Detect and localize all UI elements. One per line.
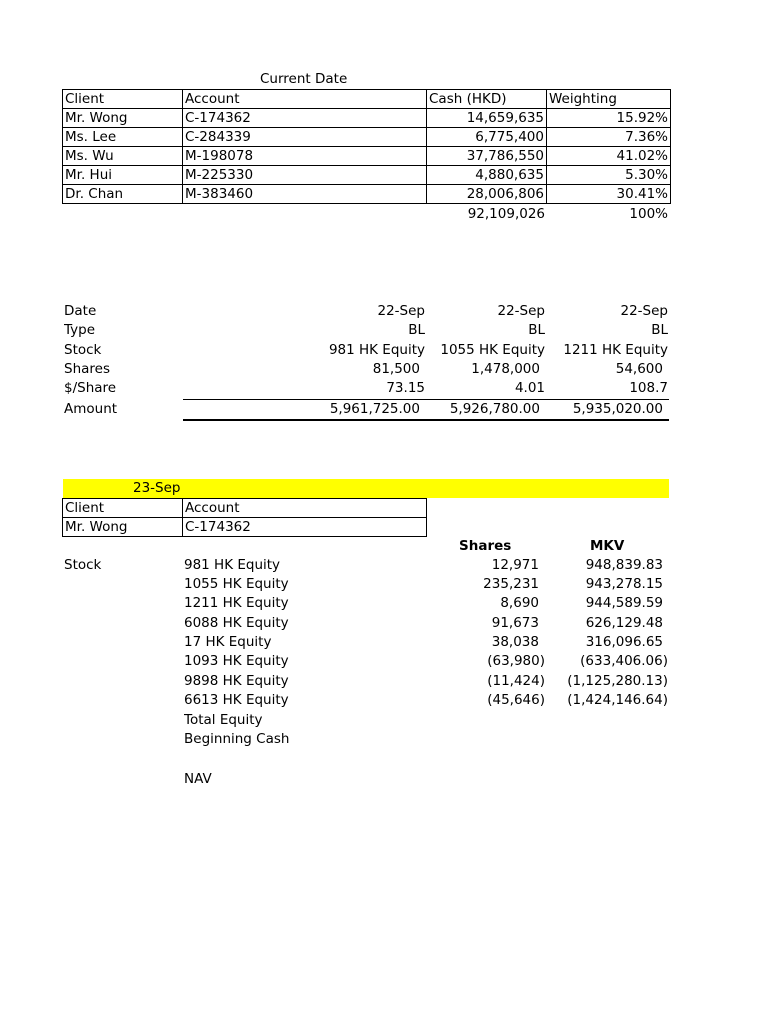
- trade-type-row: [0, 321, 768, 340]
- holding-stock: 6613 HK Equity: [184, 692, 289, 708]
- trade-date: 22-Sep: [620, 303, 668, 319]
- holding-row: [0, 556, 768, 575]
- stock-label: Stock: [64, 342, 102, 358]
- holding-mkv: 626,129.48: [585, 615, 663, 631]
- holding-mkv: (1,125,280.13): [567, 673, 668, 689]
- trade-price: 4.01: [514, 380, 545, 396]
- cash-cell: 14,659,635: [427, 109, 547, 128]
- trade-amount-row: [0, 400, 768, 419]
- table-row: [63, 166, 671, 185]
- holdings-header-row: [0, 537, 768, 556]
- weighting-cell: 7.36%: [547, 128, 671, 147]
- trade-date: 22-Sep: [377, 303, 425, 319]
- header-cash: Cash (HKD): [427, 90, 547, 109]
- holding-mkv: 944,589.59: [585, 595, 663, 611]
- holding-stock: 6088 HK Equity: [184, 615, 289, 631]
- holding-stock: 1055 HK Equity: [184, 576, 289, 592]
- shares-column-header: Shares: [459, 538, 512, 554]
- holding-row: [0, 575, 768, 594]
- table-row: [63, 147, 671, 166]
- header-client: Client: [63, 499, 183, 518]
- client-cell: Ms. Wu: [63, 147, 183, 166]
- total-weighting: 100%: [629, 206, 668, 222]
- header-account: Account: [183, 90, 427, 109]
- date-label: Date: [64, 303, 97, 319]
- holding-row: [0, 672, 768, 691]
- beginning-cash-label: Beginning Cash: [184, 731, 290, 747]
- totals-row: [0, 205, 768, 224]
- mkv-column-header: MKV: [590, 538, 625, 554]
- trade-stock: 981 HK Equity: [328, 342, 425, 358]
- holding-stock: 981 HK Equity: [184, 557, 281, 573]
- holding-mkv: (1,424,146.64): [567, 692, 668, 708]
- cash-cell: 37,786,550: [427, 147, 547, 166]
- holding-shares: 235,231: [483, 576, 539, 592]
- total-equity-label: Total Equity: [184, 712, 263, 728]
- holding-stock: 17 HK Equity: [184, 634, 272, 650]
- holding-mkv: 316,096.65: [585, 634, 663, 650]
- holding-shares: 38,038: [491, 634, 539, 650]
- trade-type: BL: [408, 322, 425, 338]
- header-account: Account: [183, 499, 427, 518]
- amount-label: Amount: [64, 401, 118, 417]
- holding-shares: (45,646): [487, 692, 545, 708]
- cash-cell: 28,006,806: [427, 185, 547, 204]
- holding-shares: 8,690: [500, 595, 539, 611]
- trade-date: 22-Sep: [497, 303, 545, 319]
- client-cell: Mr. Wong: [63, 518, 183, 537]
- holding-mkv: 948,839.83: [585, 557, 663, 573]
- table-header-row: [63, 90, 671, 109]
- trade-price: 73.15: [386, 380, 425, 396]
- amount-bottom-border: [183, 419, 669, 421]
- client-cell: Mr. Hui: [63, 166, 183, 185]
- table-header-row: [63, 499, 427, 518]
- holdings-date: 23-Sep: [133, 480, 181, 496]
- trade-shares: 1,478,000: [471, 361, 540, 377]
- holding-row: [0, 652, 768, 671]
- holding-row: [0, 594, 768, 613]
- account-cell: C-284339: [183, 128, 427, 147]
- trade-stock: 1055 HK Equity: [440, 342, 545, 358]
- trade-shares-row: [0, 360, 768, 379]
- type-label: Type: [64, 322, 96, 338]
- trade-type: BL: [528, 322, 545, 338]
- client-cash-table: [62, 89, 671, 204]
- account-cell: M-198078: [183, 147, 427, 166]
- trade-type: BL: [651, 322, 668, 338]
- trade-price: 108.7: [629, 380, 668, 396]
- holding-stock: 1093 HK Equity: [184, 653, 289, 669]
- holdings-client-table: [62, 498, 427, 537]
- table-row: [63, 185, 671, 204]
- nav-row: [0, 770, 768, 789]
- trade-price-row: [0, 379, 768, 398]
- holding-stock: 1211 HK Equity: [184, 595, 289, 611]
- total-cash: 92,109,026: [467, 206, 545, 222]
- beginning-cash-row: [0, 730, 768, 749]
- holding-mkv: 943,278.15: [585, 576, 663, 592]
- price-label: $/Share: [64, 380, 117, 396]
- trade-shares: 54,600: [615, 361, 663, 377]
- trade-amount: 5,961,725.00: [329, 401, 420, 417]
- table-row: [63, 128, 671, 147]
- nav-label: NAV: [184, 771, 212, 787]
- holding-shares: (63,980): [487, 653, 545, 669]
- total-equity-row: [0, 711, 768, 730]
- trade-amount: 5,935,020.00: [572, 401, 663, 417]
- holding-row: [0, 614, 768, 633]
- weighting-cell: 41.02%: [547, 147, 671, 166]
- account-cell: C-174362: [183, 518, 427, 537]
- weighting-cell: 5.30%: [547, 166, 671, 185]
- trade-shares: 81,500: [372, 361, 420, 377]
- account-cell: M-225330: [183, 166, 427, 185]
- trade-stock: 1211 HK Equity: [563, 342, 668, 358]
- cash-cell: 6,775,400: [427, 128, 547, 147]
- holding-mkv: (633,406.06): [580, 653, 668, 669]
- weighting-cell: 15.92%: [547, 109, 671, 128]
- shares-label: Shares: [64, 361, 110, 377]
- stock-section-label: Stock: [64, 557, 102, 573]
- table-row: [63, 109, 671, 128]
- holding-shares: 91,673: [491, 615, 539, 631]
- account-cell: C-174362: [183, 109, 427, 128]
- trade-amount: 5,926,780.00: [449, 401, 540, 417]
- client-cell: Ms. Lee: [63, 128, 183, 147]
- table-row: [63, 518, 427, 537]
- header-weighting: Weighting: [547, 90, 671, 109]
- holding-shares: 12,971: [491, 557, 539, 573]
- client-cell: Dr. Chan: [63, 185, 183, 204]
- current-date-title: Current Date: [260, 71, 348, 87]
- holding-row: [0, 691, 768, 710]
- holding-stock: 9898 HK Equity: [184, 673, 289, 689]
- holding-row: [0, 633, 768, 652]
- header-client: Client: [63, 90, 183, 109]
- account-cell: M-383460: [183, 185, 427, 204]
- trade-date-row: [0, 302, 768, 321]
- client-cell: Mr. Wong: [63, 109, 183, 128]
- trade-stock-row: [0, 341, 768, 360]
- holding-shares: (11,424): [487, 673, 545, 689]
- weighting-cell: 30.41%: [547, 185, 671, 204]
- cash-cell: 4,880,635: [427, 166, 547, 185]
